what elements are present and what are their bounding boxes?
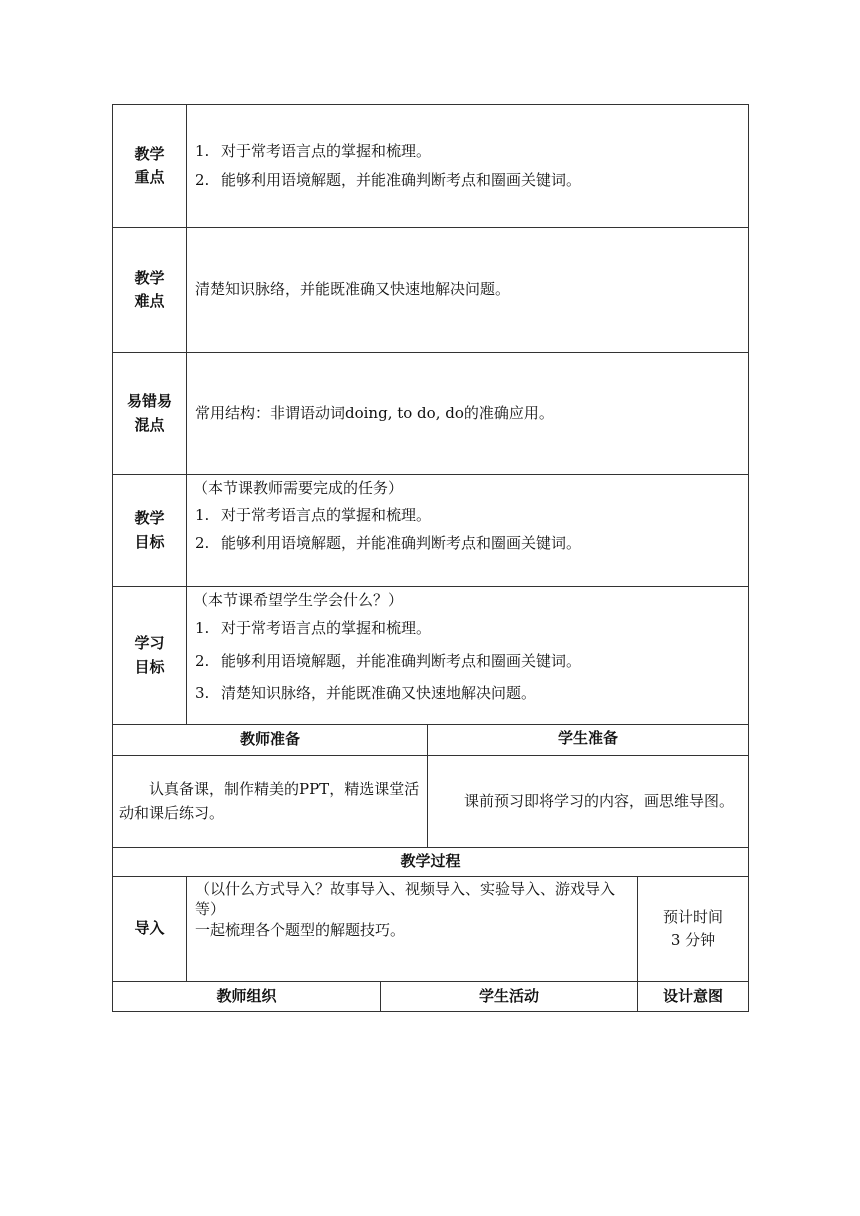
teacher-prep-header: 教师准备 [113, 725, 428, 756]
list-item: 2. 能够利用语境解题，并能准确判断考点和圈画关键词。 [195, 533, 582, 552]
content-teaching-goals: （本节课教师需要完成的任务） 1. 对于常考语言点的掌握和梳理。 2. 能够利用语境解题，并能准确判断考点和圈画关键词。 [187, 475, 749, 587]
row-key-points [113, 105, 749, 228]
column-student-activity: 学生活动 [381, 982, 638, 1012]
row-intro [113, 877, 749, 982]
row-process-columns [113, 982, 749, 1012]
row-teaching-goals [113, 475, 749, 587]
student-prep-content: 课前预习即将学习的内容，画思维导图。 [428, 756, 749, 848]
list-item: 1. 对于常考语言点的掌握和梳理。 [195, 506, 432, 525]
label-key-points: 教学 重点 [113, 105, 187, 228]
list-item: 1. 对于常考语言点的掌握和梳理。 [195, 141, 432, 160]
content-intro: （以什么方式导入？故事导入、视频导入、实验导入、游戏导入等） 一起梳理各个题型的解题技巧。 [187, 877, 638, 982]
label-intro: 导入 [113, 877, 187, 982]
list-item: 3. 清楚知识脉络，并能既准确又快速地解决问题。 [195, 683, 537, 702]
content-confusions: 常用结构：非谓语动词doing, to do, do的准确应用。 [187, 353, 749, 475]
row-confusions [113, 353, 749, 475]
content-learning-goals: （本节课希望学生学会什么？） 1. 对于常考语言点的掌握和梳理。 2. 能够利用语境解题，并能准确判断考点和圈画关键词。 3. 清楚知识脉络，并能既准确又快速地解决问题。 [187, 587, 749, 725]
process-header: 教学过程 [113, 848, 749, 877]
row-learning-goals [113, 587, 749, 725]
content-key-points [187, 105, 749, 228]
row-process-header [113, 848, 749, 877]
label-confusions: 易错易 混点 [113, 353, 187, 475]
label-difficulties: 教学 难点 [113, 228, 187, 353]
teaching-goals-list [195, 504, 740, 555]
key-points-list [195, 140, 740, 193]
row-difficulties [113, 228, 749, 353]
list-item: 2. 能够利用语境解题，并能准确判断考点和圈画关键词。 [195, 651, 582, 670]
lesson-plan-table [112, 104, 749, 1012]
label-teaching-goals: 教学 目标 [113, 475, 187, 587]
time-estimate: 预计时间 3 分钟 [638, 877, 749, 982]
learning-goals-list [195, 617, 740, 705]
content-difficulties: 清楚知识脉络，并能既准确又快速地解决问题。 [187, 228, 749, 353]
teacher-prep-content: 认真备课，制作精美的PPT，精选课堂活动和课后练习。 [113, 756, 428, 848]
student-prep-header: 学生准备 [428, 725, 749, 756]
label-learning-goals: 学习 目标 [113, 587, 187, 725]
row-preparation-header [113, 725, 749, 756]
column-design-intent: 设计意图 [638, 982, 749, 1012]
column-teacher-organization: 教师组织 [113, 982, 381, 1012]
list-item: 1. 对于常考语言点的掌握和梳理。 [195, 619, 432, 638]
row-preparation-content [113, 756, 749, 848]
list-item: 2. 能够利用语境解题，并能准确判断考点和圈画关键词。 [195, 171, 582, 189]
